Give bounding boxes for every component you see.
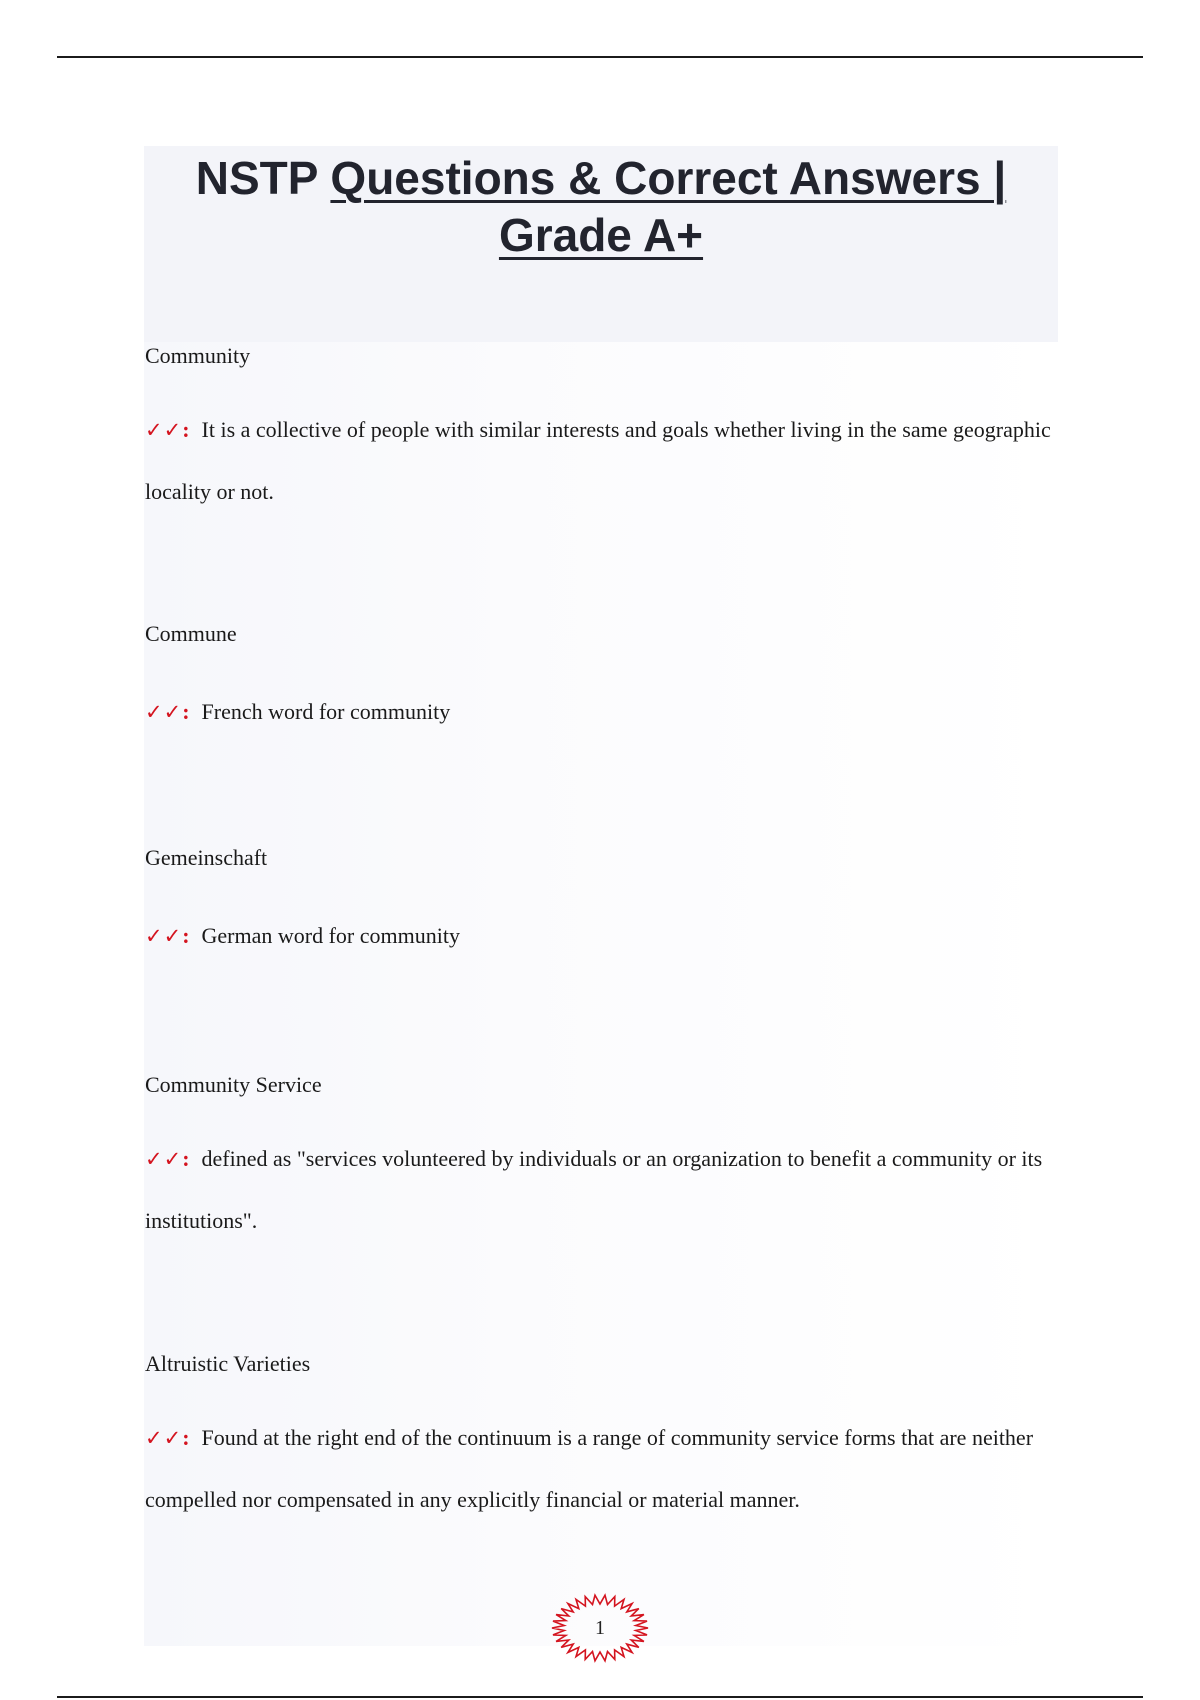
term-label: Community: [145, 343, 251, 368]
answer-body: It is a collective of people with similar interests and goals whether living in the same geographic locality or not.: [145, 417, 1051, 504]
answer-text: [145, 1128, 1065, 1251]
double-check-icon: ✓✓: [145, 700, 183, 724]
answer-colon: :: [182, 1146, 190, 1171]
term-label: Commune: [145, 621, 237, 646]
answer-body: Found at the right end of the continuum is a range of community service forms that are neither compelled nor compensated in any explicitly financial or material manner.: [145, 1425, 1034, 1512]
double-check-icon: ✓✓: [145, 1147, 183, 1171]
answer-body: defined as "services volunteered by individuals or an organization to benefit a community or its institutions".: [145, 1146, 1043, 1233]
answer-text: [145, 399, 1065, 522]
answer-text: [145, 681, 1065, 743]
answer-text: [145, 1407, 1065, 1530]
double-check-icon: ✓✓: [145, 1426, 183, 1450]
title-prefix: NSTP: [195, 152, 331, 204]
answer-colon: :: [182, 923, 190, 948]
bottom-rule: [57, 1696, 1143, 1698]
answer-body: German word for community: [201, 923, 460, 948]
double-check-icon: ✓✓: [145, 418, 183, 442]
page-number-seal: [548, 1592, 652, 1664]
double-check-icon: ✓✓: [145, 924, 183, 948]
term-label: Altruistic Varieties: [145, 1351, 311, 1376]
page-title: [144, 150, 1058, 264]
page-number: 1: [595, 1617, 605, 1639]
answer-colon: :: [182, 699, 190, 724]
term-label: Gemeinschaft: [145, 845, 268, 870]
term-label: Community Service: [145, 1072, 322, 1097]
answer-colon: :: [182, 417, 190, 442]
title-underlined: Questions & Correct Answers | Grade A+: [330, 152, 1007, 261]
answer-colon: :: [182, 1425, 190, 1450]
top-rule: [57, 56, 1143, 58]
answer-body: French word for community: [201, 699, 451, 724]
answer-text: [145, 905, 1065, 967]
